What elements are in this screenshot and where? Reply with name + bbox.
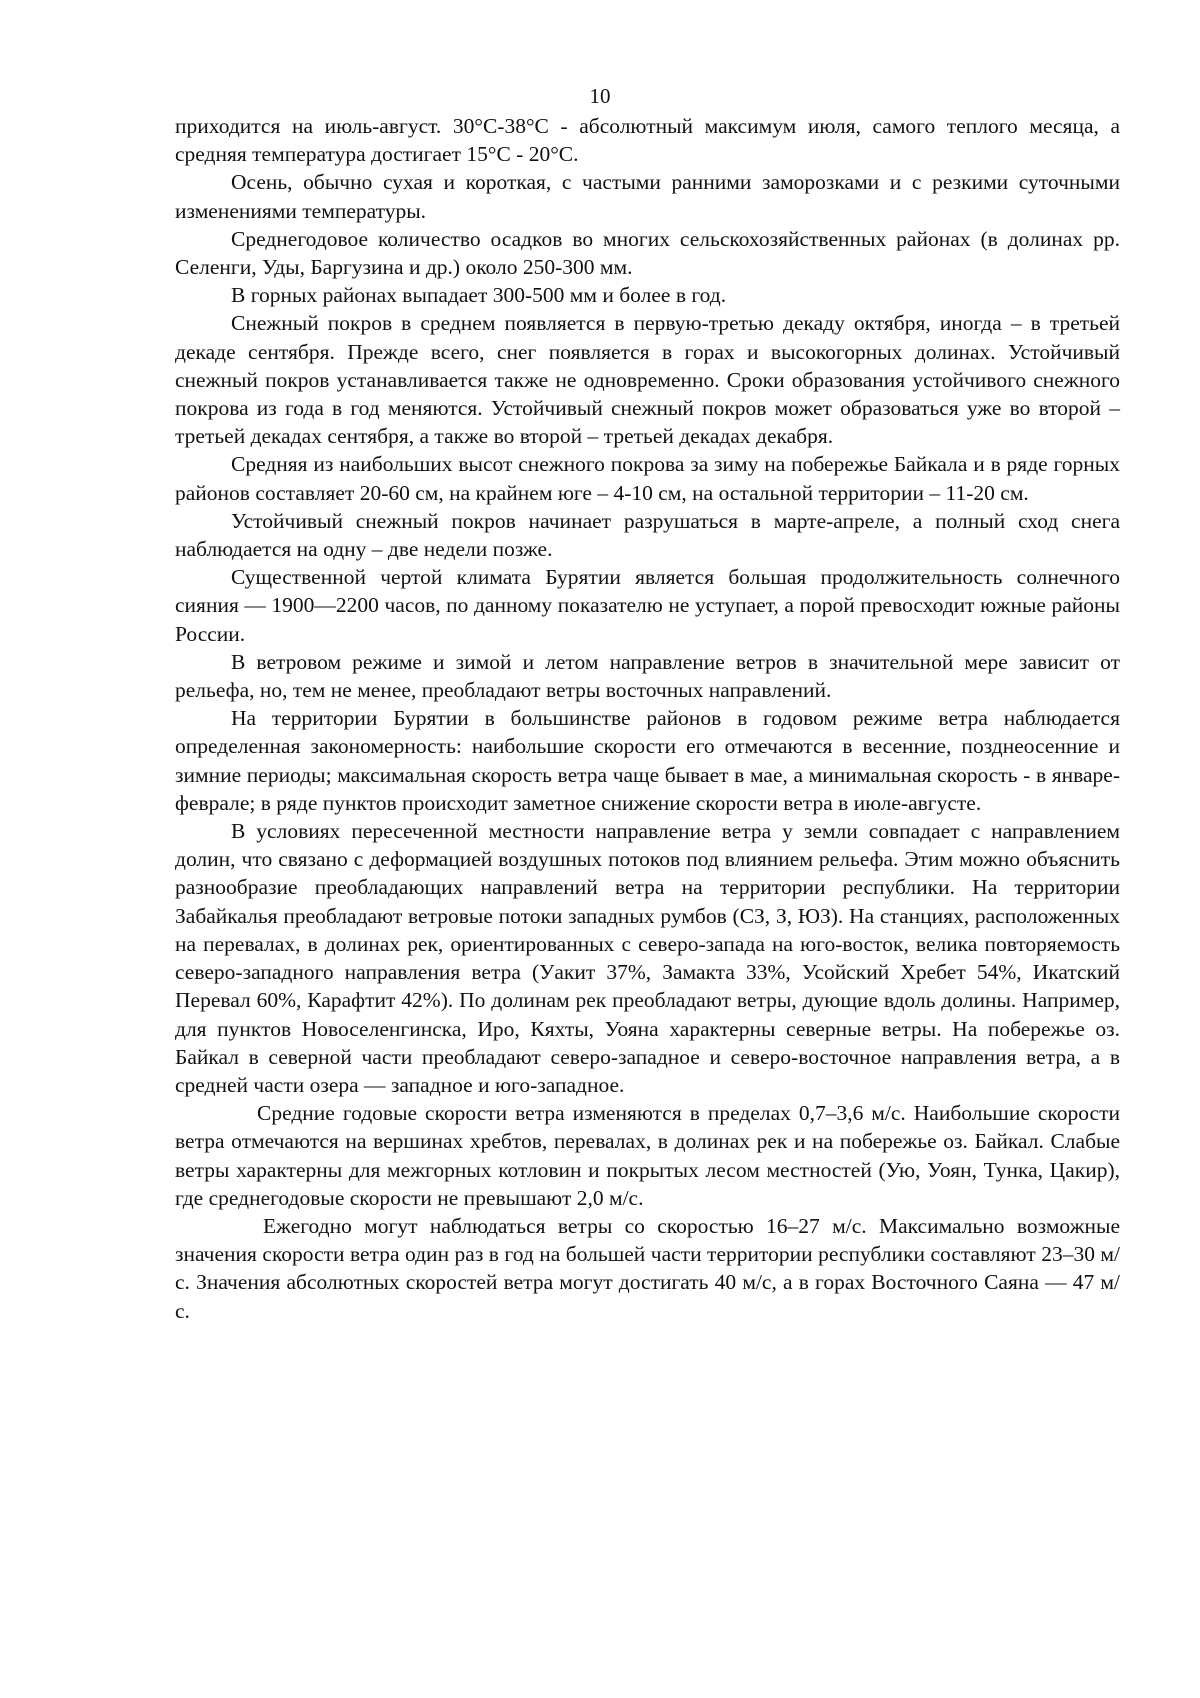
paragraph: Устойчивый снежный покров начинает разрушаться в марте-апреле, а полный сход снега наблюдается на одну – две недели позже. bbox=[175, 508, 1120, 562]
paragraph: Существенной чертой климата Бурятии является большая продолжительность солнечного сияния — 1900—2200 часов, по данному показателю не уступает, а порой превосходит южные районы России. bbox=[175, 565, 1120, 646]
paragraph: На территории Бурятии в большинстве районов в годовом режиме ветра наблюдается определенная закономерность: наибольшие скорости его отмечаются в весенние, позднеосенние и зимние периоды; максимальная скорость ветра чаще бывает в мае, а минимальная скорость - в январе-феврале; в ряде пунктов происходит заметное снижение скорости ветра в июле-августе. bbox=[175, 706, 1120, 815]
paragraph: В горных районах выпадает 300-500 мм и более в год. bbox=[231, 283, 727, 308]
paragraph: Ежегодно могут наблюдаться ветры со скоростью 16–27 м/с. Максимально возможные значения скорости ветра один раз в год на большей части территории республики составляют 23–30 м/с. Значения абсолютных скоростей ветра могут достигать 40 м/с, а в горах Восточного Саяна — 47 м/с. bbox=[175, 1213, 1120, 1323]
document-body bbox=[175, 112, 1120, 1325]
paragraph: Средние годовые скорости ветра изменяются в пределах 0,7–3,6 м/с. Наибольшие скорости ветра отмечаются на вершинах хребтов, перевалах, в долинах рек и на побережье оз. Байкал. Слабые ветры характерны для межгорных котловин и покрытых лесом местностей (Ую, Уоян, Тунка, Цакир), где среднегодовые скорости не превышают 2,0 м/с. bbox=[175, 1101, 1120, 1210]
paragraph: Среднегодовое количество осадков во многих сельскохозяйственных районах (в долинах рр. Селенги, Уды, Баргузина и др.) около 250-300 мм. bbox=[175, 226, 1120, 280]
paragraph: В условиях пересеченной местности направление ветра у земли совпадает с направлением долин, что связано с деформацией воздушных потоков под влиянием рельефа. Этим можно объяснить разнообразие преобладающих направлений ветра на территории республики. На территории Забайкалья преобладают ветровые потоки западных румбов (СЗ, З, ЮЗ). На станциях, расположенных на перевалах, в долинах рек, ориентированных с северо-запада на юго-восток, велика повторяемость северо-западного направления ветра (Уакит 37%, Замакта 33%, Усойский Хребет 54%, Икатский Перевал 60%, Карафтит 42%). По долинам рек преобладают ветры, дующие вдоль долины. Например, для пунктов Новоселенгинска, Иро, Кяхты, Уояна характерны северные ветры. На побережье оз. Байкал в северной части преобладают северо-западное и северо-восточное направления ветра, а в средней части озера — западное и юго-западное. bbox=[175, 819, 1120, 1097]
page-number: 10 bbox=[589, 84, 611, 108]
paragraph: Осень, обычно сухая и короткая, с частыми ранними заморозками и с резкими суточными изменениями температуры. bbox=[175, 170, 1120, 223]
paragraph: В ветровом режиме и зимой и летом направление ветров в значительной мере зависит от рельефа, но, тем не менее, преобладают ветры восточных направлений. bbox=[175, 649, 1120, 703]
paragraph: Средняя из наибольших высот снежного покрова за зиму на побережье Байкала и в ряде горных районов составляет 20-60 см, на крайнем юге – 4-10 см, на остальной территории – 11-20 см. bbox=[175, 452, 1120, 505]
paragraph: Снежный покров в среднем появляется в первую-третью декаду октября, иногда – в третьей декаде сентября. Прежде всего, снег появляется в горах и высокогорных долинах. Устойчивый снежный покров устанавливается также не одновременно. Сроки образования устойчивого снежного покрова из года в год меняются. Устойчивый снежный покров может образоваться уже во второй – третьей декадах сентября, а также во второй – третьей декадах декабря. bbox=[175, 311, 1120, 449]
paragraph: приходится на июль-август. 30°С-38°С - абсолютный максимум июля, самого теплого месяца, а средняя температура достигает 15°С - 20°С. bbox=[175, 114, 1120, 167]
